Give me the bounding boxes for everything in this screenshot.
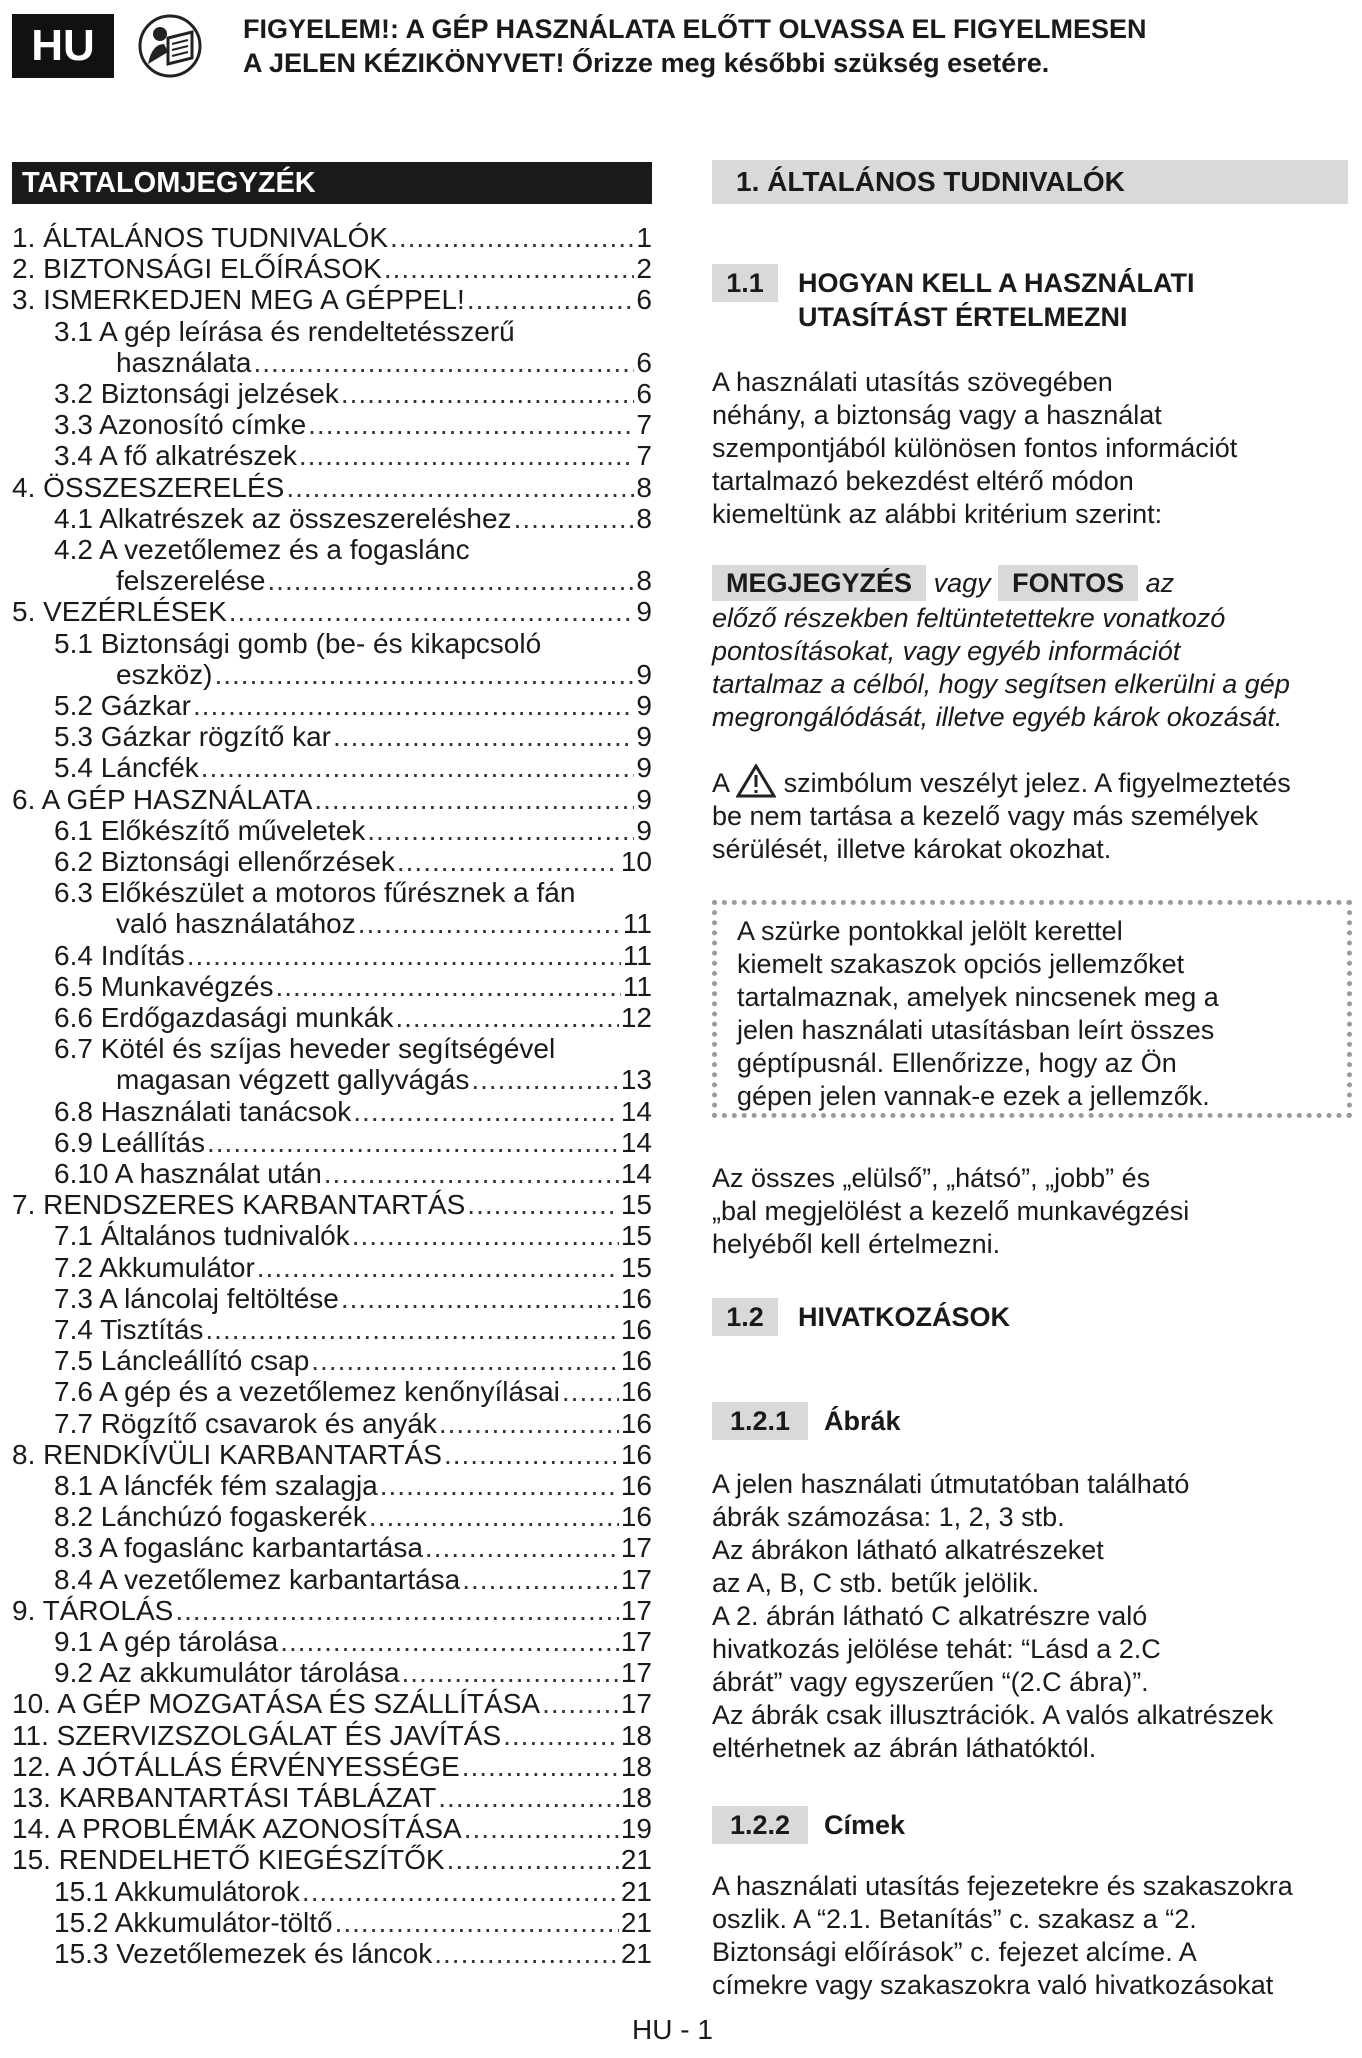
toc-entry[interactable]: [54, 1033, 555, 1065]
toc-entry-label: 5.1 Biztonsági gomb (be- és kikapcsoló: [54, 627, 542, 659]
toc-entry[interactable]: [12, 1189, 652, 1221]
toc-entry-label: 4. ÖSSZESZERELÉS: [12, 471, 285, 503]
toc-page-number: 16: [620, 1470, 652, 1501]
text-line: címekre vagy szakaszokra való hivatkozásokat: [712, 1970, 1274, 2000]
toc-leader-dots: [353, 1096, 619, 1128]
optional-features-box: [712, 900, 1352, 1118]
toc-page-number: 14: [620, 1126, 652, 1158]
toc-entry[interactable]: [54, 1127, 652, 1159]
toc-entry[interactable]: [12, 1688, 652, 1720]
toc-entry-label: 15. RENDELHETŐ KIEGÉSZÍTŐK: [12, 1844, 445, 1876]
text-line: A szürke pontokkal jelölt kerettel: [737, 916, 1123, 946]
text-line: tartalmazó bekezdést eltérő módon: [712, 466, 1134, 496]
toc-entry[interactable]: [54, 316, 515, 348]
toc-entry[interactable]: [54, 1158, 652, 1190]
toc-page-number: 16: [620, 1501, 652, 1533]
toc-page-number: 17: [620, 1657, 652, 1689]
toc-entry-label: 15.1 Akkumulátorok: [54, 1875, 300, 1907]
toc-entry[interactable]: [12, 1720, 652, 1752]
toc-leader-dots: [434, 1938, 619, 1970]
toc-entry-label-cont: felszerelése: [116, 565, 266, 597]
toc-page-number: 16: [620, 1314, 652, 1345]
toc-leader-dots: [444, 1439, 619, 1471]
toc-page-number: 15: [620, 1251, 652, 1283]
toc-page-number: 11: [622, 970, 652, 1002]
toc-page-number: 21: [620, 1875, 652, 1907]
toc-entry[interactable]: [54, 1096, 652, 1128]
toc-page-number: 11: [622, 908, 652, 940]
toc-entry[interactable]: [54, 690, 652, 722]
text-line: Az összes „elülső”, „hátsó”, „jobb” és: [712, 1163, 1151, 1193]
toc-leader-dots: [503, 1720, 619, 1752]
toc-page-number: 9: [636, 752, 652, 784]
toc-page-number: 8: [636, 471, 652, 503]
toc-entry[interactable]: [12, 284, 652, 316]
warning-line-2: A JELEN KÉZIKÖNYVET! Őrizze meg későbbi szükség esetére.: [243, 48, 1050, 78]
toc-leader-dots: [384, 253, 635, 285]
text-line: hivatkozás jelölése tehát: “Lásd a 2.C: [712, 1634, 1161, 1664]
toc-leader-dots: [390, 222, 634, 254]
toc-page-number: 15: [620, 1220, 652, 1252]
toc-entry-label: 7.7 Rögzítő csavarok és anyák: [54, 1407, 437, 1439]
toc-entry-label: 7.4 Tisztítás: [54, 1314, 204, 1345]
toc-page-number: 18: [620, 1782, 652, 1813]
toc-entry[interactable]: [54, 378, 652, 410]
toc-entry[interactable]: [54, 1376, 652, 1408]
text-line: Az ábrák csak illusztrációk. A valós alkatrészek: [712, 1700, 1274, 1730]
toc-page-number: 9: [636, 814, 652, 846]
symbol-paragraph: [712, 764, 1352, 866]
toc-page-number: 19: [620, 1813, 652, 1845]
toc-entry[interactable]: [12, 1782, 652, 1814]
toc-leader-dots: [302, 1876, 619, 1908]
toc-entry[interactable]: [54, 1314, 652, 1346]
toc-entry-label: 6.6 Erdőgazdasági munkák: [54, 1002, 394, 1033]
toc-page-number: 21: [620, 1906, 652, 1938]
text-line: „bal megjelölést a kezelő munkavégzési: [712, 1196, 1190, 1226]
toc-entry-label: 15.3 Vezetőlemezek és láncok: [54, 1938, 433, 1969]
book-reading-icon: [138, 14, 202, 78]
toc-leader-dots: [267, 565, 634, 597]
toc-leader-dots: [462, 1564, 619, 1596]
toc-entry-label: 2. BIZTONSÁGI ELŐÍRÁSOK: [12, 253, 382, 285]
section-heading-1-1: [798, 266, 1195, 334]
toc-entry[interactable]: [54, 752, 652, 784]
toc-leader-dots: [193, 690, 634, 722]
toc-page-number: 16: [620, 1282, 652, 1314]
toc-entry-label: 8.1 A láncfék fém szalagja: [54, 1470, 378, 1501]
toc-entry[interactable]: [12, 472, 652, 504]
toc-page-number: 8: [636, 565, 652, 597]
toc-page-number: 7: [636, 440, 652, 472]
toc-page-number: 8: [636, 502, 652, 534]
text-line: A használati utasítás szövegében: [712, 367, 1113, 397]
toc-entry-label: 7.6 A gép és a vezetőlemez kenőnyílásai: [54, 1376, 560, 1408]
toc-page-number: 12: [620, 1002, 652, 1033]
warning-line-1: FIGYELEM!: A GÉP HASZNÁLATA ELŐTT OLVASSA EL FIGYELMESEN: [243, 14, 1147, 44]
text-line: A használati utasítás fejezetekre és szakaszokra: [712, 1871, 1293, 1901]
toc-entry-label: 15.2 Akkumulátor-töltő: [54, 1906, 333, 1938]
heading-line-1: HOGYAN KELL A HASZNÁLATI: [798, 268, 1195, 298]
toc-page-number: 17: [620, 1594, 652, 1626]
toc-entry[interactable]: [54, 1907, 652, 1939]
toc-leader-dots: [367, 815, 634, 847]
toc-page-number: 17: [620, 1626, 652, 1657]
toc-entry-label: 6.5 Munkavégzés: [54, 970, 274, 1002]
toc-entry-label: 6.4 Indítás: [54, 939, 185, 971]
text-line: néhány, a biztonság vagy a használat: [712, 400, 1162, 430]
toc-entry-label: 10. A GÉP MOZGATÁSA ÉS SZÁLLÍTÁSA: [12, 1688, 541, 1720]
toc-entry-label: 5.3 Gázkar rögzítő kar: [54, 721, 332, 753]
toc-page-number: 21: [620, 1938, 652, 1969]
toc-page-number: 21: [620, 1844, 652, 1876]
toc-page-number: 6: [636, 378, 652, 409]
toc-entry-label: 3.3 Azonosító címke: [54, 409, 307, 441]
toc-entry-label: 14. A PROBLÉMÁK AZONOSÍTÁSA: [12, 1813, 462, 1845]
toc-entry[interactable]: [12, 253, 652, 285]
text-fragment: A: [712, 768, 729, 798]
toc-page-number: 14: [620, 1158, 652, 1189]
toc-page-number: 16: [620, 1407, 652, 1439]
toc-leader-dots: [562, 1376, 619, 1408]
note-tag: MEGJEGYZÉS: [712, 565, 926, 601]
toc-entry-label: 9. TÁROLÁS: [12, 1594, 174, 1626]
toc-entry-label-cont: való használatához: [116, 908, 356, 940]
toc-entry-label: 8.4 A vezetőlemez karbantartása: [54, 1563, 461, 1595]
toc-leader-dots: [514, 503, 635, 535]
text-line: helyéből kell értelmezni.: [712, 1229, 1001, 1259]
toc-entry-label-cont: használata: [116, 346, 252, 378]
warning-notice: [243, 12, 1147, 80]
toc-entry-label: 1. ÁLTALÁNOS TUDNIVALÓK: [12, 222, 389, 253]
direction-paragraph: [712, 1162, 1352, 1261]
toc-leader-dots: [462, 1751, 619, 1783]
toc-leader-dots: [369, 1501, 619, 1533]
toc-leader-dots: [205, 1314, 618, 1346]
toc-entry-label: 6.9 Leállítás: [54, 1126, 205, 1158]
toc-leader-dots: [257, 1252, 619, 1284]
toc-entry[interactable]: [54, 1252, 652, 1284]
text-line: A jelen használati útmutatóban található: [712, 1469, 1190, 1499]
toc-page-number: 17: [620, 1532, 652, 1564]
section-number-1-1: 1.1: [712, 264, 778, 302]
toc-page-number: 15: [620, 1189, 652, 1221]
toc-entry-label: 6. A GÉP HASZNÁLATA: [12, 783, 313, 815]
text-line: tartalmaznak, amelyek nincsenek meg a: [737, 982, 1219, 1012]
text-line: gépen jelen vannak-e ezek a jellemzők.: [737, 1081, 1210, 1111]
toc-entry-label: 8.3 A fogaslánc karbantartása: [54, 1532, 423, 1564]
section-number-1-2-1: 1.2.1: [712, 1402, 808, 1440]
toc-page-number: 13: [620, 1064, 652, 1096]
toc-entry-label: 7.3 A láncolaj feltöltése: [54, 1282, 339, 1314]
toc-entry[interactable]: [54, 1283, 652, 1315]
toc-entry[interactable]: [54, 721, 652, 753]
toc-page-number: 16: [620, 1438, 652, 1470]
toc-entry[interactable]: [12, 1813, 652, 1845]
toc-entry[interactable]: [54, 1002, 652, 1034]
toc-entry[interactable]: [54, 877, 575, 909]
toc-entry-label: 7.2 Akkumulátor: [54, 1251, 255, 1283]
toc-entry[interactable]: [54, 1345, 652, 1377]
toc-page-number: 17: [620, 1688, 652, 1720]
toc-leader-dots: [467, 1189, 619, 1221]
language-badge: HU: [12, 14, 114, 78]
toc-leader-dots: [447, 1844, 619, 1876]
note-paragraph: [712, 564, 1352, 734]
toc-entry[interactable]: [54, 503, 652, 535]
toc-entry-continuation[interactable]: [116, 565, 652, 597]
toc-page-number: 16: [620, 1345, 652, 1377]
toc-page-number: 2: [636, 253, 652, 285]
toc-leader-dots: [324, 1158, 619, 1190]
toc-page-number: 17: [620, 1563, 652, 1595]
toc-entry-continuation[interactable]: [116, 347, 652, 379]
toc-page-number: 9: [636, 783, 652, 815]
toc-entry[interactable]: [54, 1657, 652, 1689]
warning-triangle-icon: [736, 764, 776, 798]
toc-entry[interactable]: [12, 1439, 652, 1471]
toc-leader-dots: [311, 1345, 619, 1377]
toc-entry-label: 5. VEZÉRLÉSEK: [12, 596, 227, 628]
toc-page-number: 9: [636, 721, 652, 753]
toc-entry[interactable]: [54, 1564, 652, 1596]
toc-page-number: 10: [620, 846, 652, 877]
toc-entry[interactable]: [54, 1938, 652, 1970]
toc-leader-dots: [439, 1408, 619, 1440]
toc-entry[interactable]: [54, 1408, 652, 1440]
toc-entry-label: 6.2 Biztonsági ellenőrzések: [54, 846, 395, 877]
text-line: kiemeltünk az alábbi kritérium szerint:: [712, 499, 1163, 529]
toc-entry[interactable]: [54, 1876, 652, 1908]
toc-entry[interactable]: [54, 440, 652, 472]
toc-page-number: 1: [636, 222, 652, 253]
toc-entry-label: 9.1 A gép tárolása: [54, 1626, 279, 1657]
toc-page-number: 14: [620, 1095, 652, 1127]
note-or: vagy: [933, 568, 991, 598]
toc-entry[interactable]: [54, 846, 652, 878]
toc-entry-continuation[interactable]: [116, 659, 652, 691]
toc-page-number: 18: [620, 1750, 652, 1782]
section-heading-1-2-2: Címek: [824, 1810, 906, 1840]
toc-entry[interactable]: [54, 815, 652, 847]
text-line: oszlik. A “2.1. Betanítás” c. szakasz a “2.: [712, 1904, 1197, 1934]
toc-entry-label-cont: magasan végzett gallyvágás: [116, 1064, 470, 1096]
toc-entry[interactable]: [54, 628, 541, 660]
toc-leader-dots: [275, 971, 620, 1003]
toc-leader-dots: [464, 1813, 619, 1845]
toc-leader-dots: [335, 1907, 619, 1939]
text-line: az A, B, C stb. betűk jelölik.: [712, 1568, 1040, 1598]
toc-entry-label: 5.4 Láncfék: [54, 752, 199, 784]
toc-entry-label: 8. RENDKÍVÜLI KARBANTARTÁS: [12, 1438, 442, 1470]
toc-leader-dots: [214, 659, 634, 691]
toc-entry-label: 6.1 Előkészítő műveletek: [54, 814, 366, 846]
heading-line-2: UTASÍTÁST ÉRTELMEZNI: [798, 302, 1128, 332]
toc-entry[interactable]: [54, 1501, 652, 1533]
toc-entry[interactable]: [54, 1532, 652, 1564]
toc-entry[interactable]: [54, 1626, 652, 1658]
text-fragment: szimbólum veszélyt jelez. A figyelmeztetés: [783, 768, 1291, 798]
toc-entry-label: 4.1 Alkatrészek az összeszereléshez: [54, 502, 512, 534]
toc-page-number: 9: [636, 658, 652, 690]
toc-leader-dots: [201, 752, 635, 784]
toc-leader-dots: [341, 1283, 619, 1315]
toc-page-number: 18: [620, 1719, 652, 1751]
text-line: jelen használati utasításban leírt összes: [737, 1015, 1215, 1045]
section-heading-1-2-1: Ábrák: [824, 1406, 901, 1436]
figures-paragraph: [712, 1468, 1352, 1765]
toc-page-number: 16: [620, 1376, 652, 1408]
toc-leader-dots: [471, 1064, 619, 1096]
toc-leader-dots: [341, 378, 635, 410]
toc-entry[interactable]: [54, 534, 470, 566]
toc-entry-continuation[interactable]: [116, 908, 652, 940]
toc-entry-continuation[interactable]: [116, 1064, 652, 1096]
toc-leader-dots: [352, 1220, 619, 1252]
text-line: be nem tartása a kezelő vagy más személyek: [712, 801, 1259, 831]
text-line: sérülését, illetve károkat okozhat.: [712, 834, 1112, 864]
section-title: 1. ÁLTALÁNOS TUDNIVALÓK: [712, 160, 1348, 204]
toc-entry-label: 13. KARBANTARTÁSI TÁBLÁZAT: [12, 1782, 437, 1813]
toc-entry[interactable]: [12, 1595, 652, 1627]
toc-entry[interactable]: [54, 409, 652, 441]
toc-leader-dots: [253, 347, 634, 379]
text-line: ábrát” vagy egyszerűen “(2.C ábra)”.: [712, 1667, 1149, 1697]
toc-leader-dots: [175, 1595, 619, 1627]
text-line: Az ábrákon látható alkatrészeket: [712, 1535, 1104, 1565]
toc-leader-dots: [308, 409, 634, 441]
titles-paragraph: [712, 1870, 1352, 2002]
toc-entry-label: 11. SZERVIZSZOLGÁLAT ÉS JAVÍTÁS: [12, 1719, 502, 1751]
toc-entry[interactable]: [12, 222, 652, 254]
toc-entry[interactable]: [12, 1844, 652, 1876]
toc-leader-dots: [395, 1002, 619, 1034]
toc-entry-label: 3.2 Biztonsági jelzések: [54, 378, 339, 409]
page-number: HU - 1: [632, 2014, 713, 2045]
toc-entry-label: 4.2 A vezetőlemez és a fogaslánc: [54, 534, 470, 565]
toc-entry-label: 3.1 A gép leírása és rendeltetésszerű: [54, 315, 515, 347]
toc-page-number: 7: [636, 409, 652, 441]
toc-entry-label: 6.7 Kötél és szíjas heveder segítségével: [54, 1033, 556, 1065]
toc-entry-label: 6.3 Előkészület a motoros fűrésznek a fán: [54, 877, 576, 909]
text-line: eltérhetnek az ábrán láthatóktól.: [712, 1733, 1097, 1763]
toc-entry[interactable]: [54, 940, 652, 972]
text-line: géptípusnál. Ellenőrizze, hogy az Ön: [737, 1048, 1177, 1078]
section-number-1-2-2: 1.2.2: [712, 1806, 808, 1844]
toc-leader-dots: [207, 1127, 619, 1159]
toc-entry-label: 3.4 A fő alkatrészek: [54, 440, 297, 472]
toc-entry[interactable]: [54, 971, 652, 1003]
toc-entry[interactable]: [54, 1220, 652, 1252]
text-line: szempontjából különösen fontos információt: [712, 433, 1238, 463]
toc-leader-dots: [299, 440, 635, 472]
text-line: pontosításokat, vagy egyéb információt: [712, 636, 1181, 666]
toc-entry-label: 5.2 Gázkar: [54, 690, 191, 721]
text-line: előző részekben feltüntetettekre vonatkozó: [712, 603, 1226, 633]
toc-leader-dots: [280, 1626, 619, 1658]
toc-leader-dots: [187, 940, 621, 972]
toc-leader-dots: [333, 721, 634, 753]
toc-entry-label: 3. ISMERKEDJEN MEG A GÉPPEL!: [12, 284, 465, 316]
toc-entry-label: 7.5 Láncleállító csap: [54, 1345, 310, 1377]
toc-leader-dots: [380, 1470, 619, 1502]
text-line: kiemelt szakaszok opciós jellemzőket: [737, 949, 1185, 979]
important-tag: FONTOS: [998, 565, 1138, 601]
toc-entry-label-cont: eszköz): [116, 658, 213, 690]
toc-leader-dots: [542, 1688, 619, 1720]
text-line: Biztonsági előírások” c. fejezet alcíme. A: [712, 1937, 1197, 1967]
text-line: megrongálódását, illetve egyéb károk okozását.: [712, 702, 1283, 732]
toc-leader-dots: [425, 1532, 619, 1564]
toc-entry[interactable]: [54, 1470, 652, 1502]
toc-entry[interactable]: [12, 784, 652, 816]
toc-page-number: 9: [636, 690, 652, 721]
toc-page-number: 6: [636, 346, 652, 378]
toc-entry-label: 6.10 A használat után: [54, 1158, 322, 1189]
toc-leader-dots: [402, 1657, 619, 1689]
toc-page-number: 11: [622, 939, 652, 971]
toc-entry-label: 8.2 Lánchúzó fogaskerék: [54, 1501, 367, 1533]
toc-entry-label: 6.8 Használati tanácsok: [54, 1095, 352, 1127]
toc-entry-label: 9.2 Az akkumulátor tárolása: [54, 1657, 400, 1689]
text-line: ábrák számozása: 1, 2, 3 stb.: [712, 1502, 1065, 1532]
toc-entry-label: 12. A JÓTÁLLÁS ÉRVÉNYESSÉGE: [12, 1750, 460, 1782]
toc-entry-label: 7. RENDSZERES KARBANTARTÁS: [12, 1189, 466, 1221]
intro-paragraph: [712, 366, 1352, 531]
toc-page-number: 6: [636, 284, 652, 316]
toc-title: TARTALOMJEGYZÉK: [12, 162, 652, 204]
toc-leader-dots: [397, 846, 619, 878]
toc-leader-dots: [438, 1782, 619, 1814]
toc-entry[interactable]: [12, 596, 652, 628]
section-heading-1-2: HIVATKOZÁSOK: [798, 1302, 1010, 1332]
toc-leader-dots: [286, 472, 634, 504]
toc-leader-dots: [314, 784, 634, 816]
note-az: az: [1145, 568, 1175, 598]
toc-page-number: 9: [636, 596, 652, 628]
toc-leader-dots: [358, 908, 621, 940]
toc-entry[interactable]: [12, 1751, 652, 1783]
toc-leader-dots: [467, 284, 635, 316]
toc-entry-label: 7.1 Általános tudnivalók: [54, 1220, 350, 1252]
toc-leader-dots: [229, 596, 635, 628]
section-number-1-2: 1.2: [712, 1298, 778, 1336]
text-line: tartalmaz a célból, hogy segítsen elkerülni a gép: [712, 669, 1290, 699]
text-line: A 2. ábrán látható C alkatrészre való: [712, 1601, 1148, 1631]
